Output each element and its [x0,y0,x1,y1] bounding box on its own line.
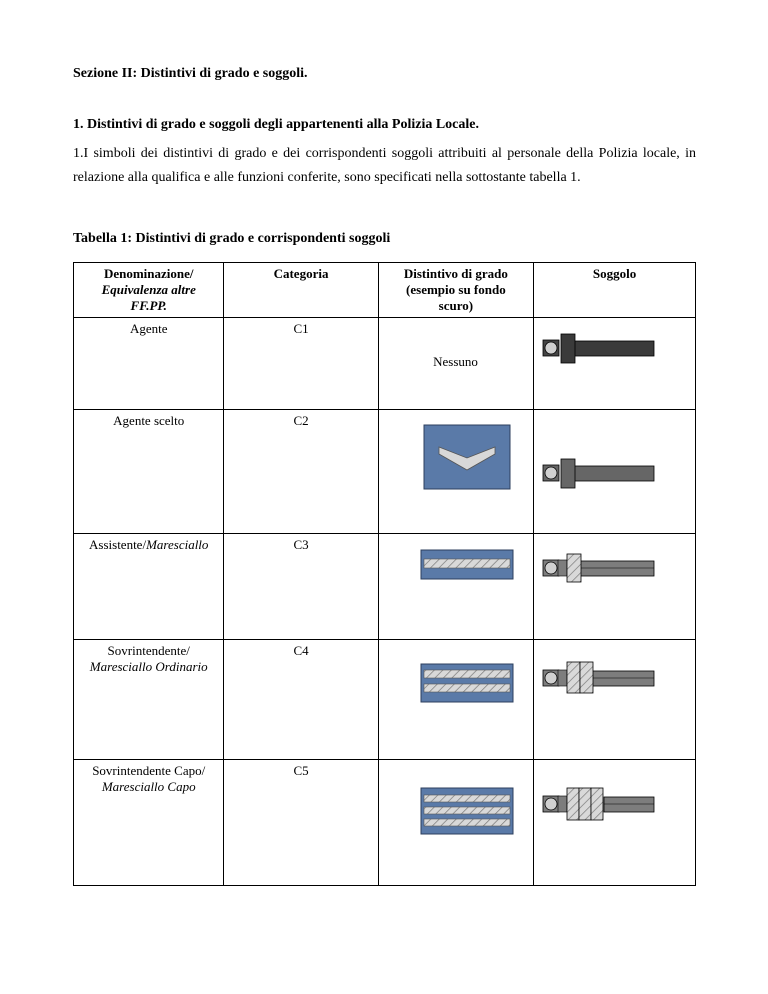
rank-name-cell [74,534,224,640]
header-soggolo: Soggolo [534,263,696,318]
header-categoria: Categoria [224,263,378,318]
category-cell [224,534,378,640]
header-equivalenza-label: Equivalenza altre FF.PP. [101,282,196,313]
rank-name: Sovrintendente/ [107,643,190,658]
table-row [74,760,696,886]
rank-name: Agente scelto [113,413,185,428]
badge-cell [378,760,534,886]
table-row [74,534,696,640]
strap-icon [534,318,697,410]
strap-icon [534,640,697,760]
header-distintivo-label: Distintivo di grado (esempio su fondo scuro) [403,266,508,313]
category-value: C2 [293,413,309,428]
badge-cell [378,410,534,534]
category-cell [224,318,378,410]
header-denominazione-label: Denominazione/ [103,266,194,281]
rank-name-alt: Maresciallo Ordinario [89,659,208,674]
strap-icon [534,760,697,886]
rank-name-cell [74,760,224,886]
category-value: C3 [293,537,309,552]
header-distintivo [378,263,534,318]
strap-icon [534,410,697,534]
rank-name: Assistente/ [89,537,147,552]
table-row [74,640,696,760]
strap-cell [534,760,696,886]
rank-name: Sovrintendente Capo/ [92,763,206,778]
section-title: Sezione II: Distintivi di grado e soggoli. [73,66,308,81]
header-denominazione [74,263,224,318]
category-value: C5 [293,763,309,778]
article-title: 1. Distintivi di grado e soggoli degli appartenenti alla Polizia Locale. [73,117,479,132]
strap-cell [534,640,696,760]
category-cell [224,640,378,760]
no-badge-label: Nessuno [433,354,478,369]
rank-name: Agente [129,321,168,336]
rank-name-wrap [74,760,223,795]
strap-cell [534,534,696,640]
rank-name-alt: Maresciallo Capo [101,779,196,794]
table-title: Tabella 1: Distintivi di grado e corrispondenti soggoli [73,231,391,246]
category-cell [224,410,378,534]
badge-cell [378,534,534,640]
stripe-badge-3-icon [379,760,534,886]
rank-name-cell [74,410,224,534]
badge-cell [378,640,534,760]
category-cell [224,760,378,886]
stripe-badge-1-icon [379,534,534,640]
intro-paragraph: 1.I simboli dei distintivi di grado e dei corrispondenti soggoli attribuiti al personale della Polizia locale, in relazione alla qualifica e alle funzioni conferite, sono specificati nella sottostante tabella 1. [73,146,696,185]
strap-cell [534,410,696,534]
table-header-row [74,263,696,318]
stripe-badge-2-icon [379,640,534,760]
rank-name-wrap [74,534,223,553]
rank-name-cell [74,318,224,410]
strap-cell [534,318,696,410]
rank-name-alt: Maresciallo [146,537,209,552]
strap-icon [534,534,697,640]
rank-name-cell [74,640,224,760]
category-value: C1 [293,321,309,336]
category-value: C4 [293,643,309,658]
rank-name-wrap [74,640,223,675]
chevron-badge-icon [379,410,534,534]
table-row [74,410,696,534]
